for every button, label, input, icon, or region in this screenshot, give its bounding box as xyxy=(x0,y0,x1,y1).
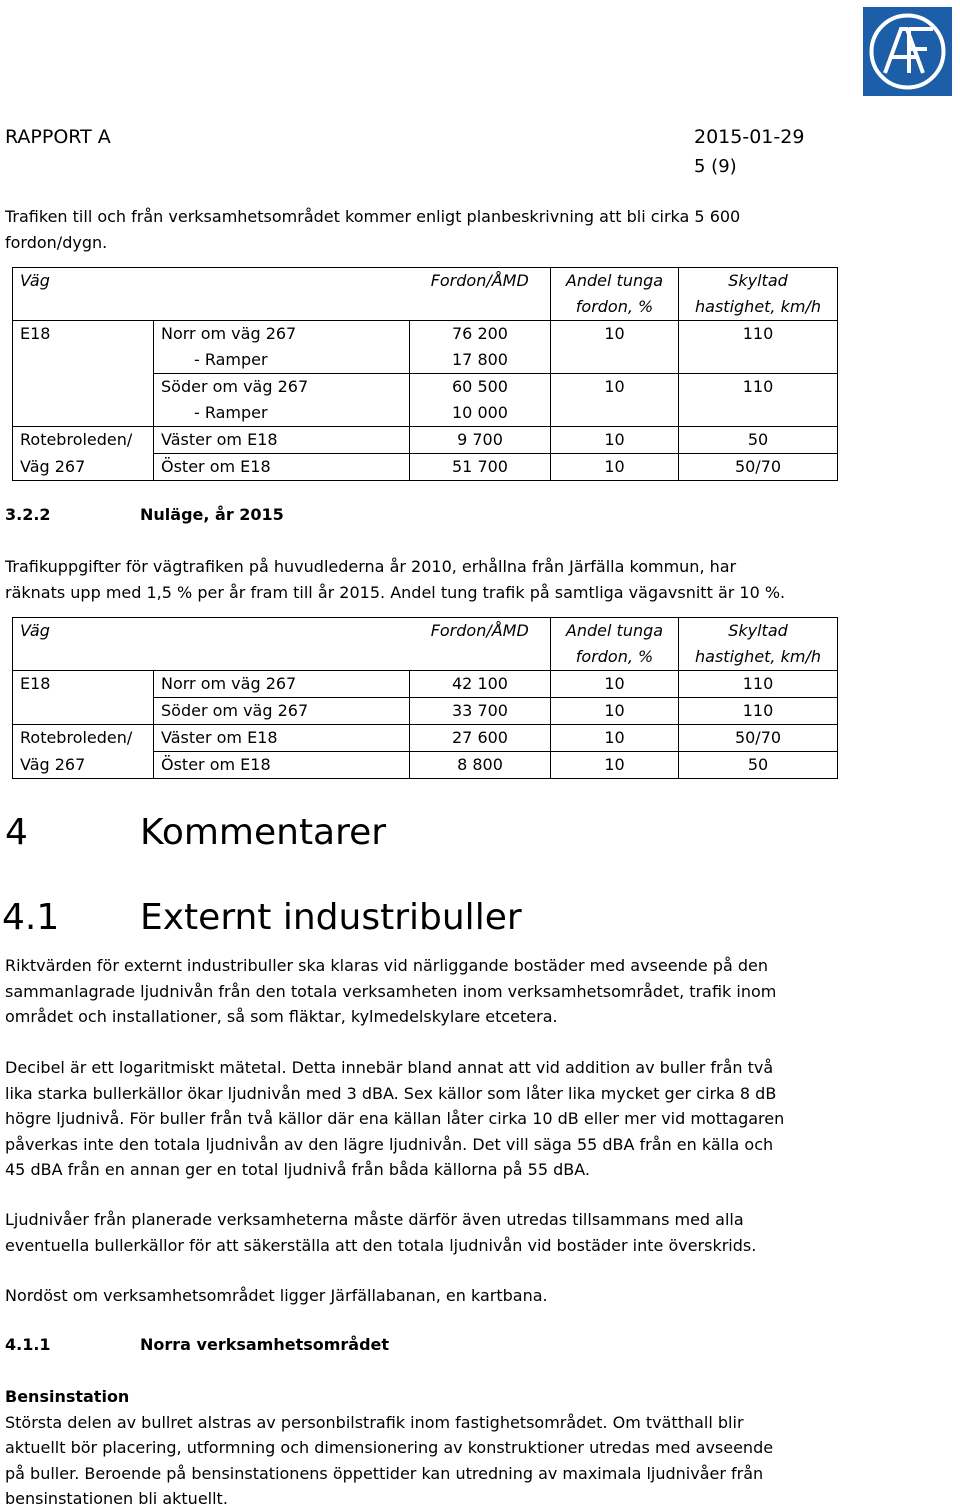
intro-line: fordon/dygn. xyxy=(5,232,108,252)
col-header-skyltad-2: hastighet, km/h xyxy=(679,294,838,321)
table-row xyxy=(13,374,838,401)
table-row xyxy=(13,347,838,374)
paragraph-line: eventuella bullerkällor för att säkerställa att den totala ljudnivån vid bostäder inte överskrids. xyxy=(5,1235,757,1255)
fordon-cell: 9 700 xyxy=(410,427,551,454)
hastighet-cell: 110 xyxy=(679,321,838,348)
hastighet-cell: 110 xyxy=(679,671,838,698)
col-header-andel: Andel tunga xyxy=(551,618,679,645)
paragraph-line: Riktvärden för externt industribuller ska klaras vid närliggande bostäder med avseende på den xyxy=(5,956,768,975)
chapter-number: 4 xyxy=(5,812,28,853)
table-row xyxy=(13,400,838,427)
andel-cell xyxy=(551,347,679,374)
road-cell xyxy=(13,374,154,401)
road-cell: Väg 267 xyxy=(13,454,154,481)
report-date: 2015-01-29 xyxy=(694,126,805,148)
col-header-andel-2: fordon, % xyxy=(551,644,679,671)
fordon-cell: 8 800 xyxy=(410,752,551,779)
hastighet-cell: 50/70 xyxy=(679,725,838,752)
hastighet-cell xyxy=(679,347,838,374)
paragraph-line: räknats upp med 1,5 % per år fram till år 2015. Andel tung trafik på samtliga vägavsnitt är 10 %. xyxy=(5,582,786,602)
hastighet-cell: 110 xyxy=(679,374,838,401)
col-header-skyltad: Skyltad xyxy=(679,268,838,295)
table-row xyxy=(13,698,838,725)
fordon-cell: 42 100 xyxy=(410,671,551,698)
col-header-road: Väg xyxy=(13,268,154,295)
table-row xyxy=(13,725,838,752)
paragraph-line: lika starka bullerkällor ökar ljudnivån med 3 dBA. Sex källor som låter lika mycket ger cirka 8 dB xyxy=(5,1083,777,1103)
section-cell: Väster om E18 xyxy=(154,725,410,752)
fordon-cell: 76 200 xyxy=(410,321,551,348)
section-cell: - Ramper xyxy=(154,347,410,374)
road-cell xyxy=(13,400,154,427)
road-cell: Väg 267 xyxy=(13,752,154,779)
fordon-cell: 27 600 xyxy=(410,725,551,752)
andel-cell: 10 xyxy=(551,321,679,348)
section-cell: Norr om väg 267 xyxy=(154,321,410,348)
paragraph-line: aktuellt bör placering, utformning och dimensionering av konstruktioner utredas med avseende xyxy=(5,1438,774,1457)
section-cell: Söder om väg 267 xyxy=(154,698,410,725)
andel-cell: 10 xyxy=(551,698,679,725)
table-row xyxy=(13,321,838,348)
subsection-number: 4.1.1 xyxy=(5,1335,51,1354)
paragraph-line: högre ljudnivå. För buller från två källor där ena källan låter cirka 10 dB eller mer vid mottagaren xyxy=(5,1109,785,1128)
andel-cell: 10 xyxy=(551,374,679,401)
traffic-table-current xyxy=(12,617,838,779)
page-number: 5 (9) xyxy=(694,156,737,177)
paragraph-line: området och installationer, så som fläktar, kylmedelskylare etcetera. xyxy=(5,1007,558,1026)
andel-cell: 10 xyxy=(551,752,679,779)
table-row xyxy=(13,427,838,454)
fordon-cell: 10 000 xyxy=(410,400,551,427)
table-header-row xyxy=(13,618,838,645)
col-header-skyltad: Skyltad xyxy=(679,618,838,645)
subsection-title: Norra verksamhetsområdet xyxy=(140,1335,390,1354)
paragraph-line: sammanlagrade ljudnivån från den totala verksamheten inom verksamhetsområdet, trafik inom xyxy=(5,981,777,1001)
paragraph-line: påverkas inte den totala ljudnivån av den lägre ljudnivån. Det vill säga 55 dBA från en källa och xyxy=(5,1134,774,1154)
andel-cell xyxy=(551,400,679,427)
fordon-cell: 17 800 xyxy=(410,347,551,374)
report-title: RAPPORT A xyxy=(5,126,111,148)
andel-cell: 10 xyxy=(551,454,679,481)
paragraph-line: Nordöst om verksamhetsområdet ligger Järfällabanan, en kartbana. xyxy=(5,1286,548,1305)
road-cell xyxy=(13,347,154,374)
paragraph-line: 45 dBA från en annan ger en total ljudnivå från båda källorna på 55 dBA. xyxy=(5,1160,590,1179)
section-number: 3.2.2 xyxy=(5,505,51,524)
paragraph-line: Decibel är ett logaritmiskt mätetal. Detta innebär bland annat att vid addition av buller från två xyxy=(5,1058,774,1077)
section-title: Nuläge, år 2015 xyxy=(140,505,284,524)
paragraph-line: bensinstationen bli aktuellt. xyxy=(5,1489,228,1508)
table-row xyxy=(13,752,838,779)
paragraph-line: Ljudnivåer från planerade verksamheterna måste därför även utredas tillsammans med alla xyxy=(5,1210,744,1229)
section-paragraph xyxy=(5,554,885,605)
intro-line: Trafiken till och från verksamhetsområdet kommer enligt planbeskrivning att bli cirka 5 600 xyxy=(5,207,741,226)
section-cell: - Ramper xyxy=(154,400,410,427)
paragraph xyxy=(5,1283,885,1309)
paragraph xyxy=(5,1055,885,1183)
paragraph-line: Största delen av bullret alstras av personbilstrafik inom fastighetsområdet. Om tvätthall blir xyxy=(5,1412,744,1432)
company-logo xyxy=(863,7,952,96)
andel-cell: 10 xyxy=(551,671,679,698)
col-header-blank xyxy=(154,618,410,645)
table-header-row xyxy=(13,294,838,321)
section-cell: Väster om E18 xyxy=(154,427,410,454)
road-cell: E18 xyxy=(13,671,154,698)
section-cell: Öster om E18 xyxy=(154,752,410,779)
section-cell: Söder om väg 267 xyxy=(154,374,410,401)
fordon-cell: 51 700 xyxy=(410,454,551,481)
section-cell: Norr om väg 267 xyxy=(154,671,410,698)
road-cell: Rotebroleden/ xyxy=(13,725,154,752)
paragraph xyxy=(5,1207,885,1258)
paragraph-bensinstation xyxy=(5,1384,885,1512)
intro-paragraph xyxy=(5,204,885,255)
col-header-fordon: Fordon/ÅMD xyxy=(410,618,551,645)
andel-cell: 10 xyxy=(551,725,679,752)
hastighet-cell: 50/70 xyxy=(679,454,838,481)
col-header-andel-2: fordon, % xyxy=(551,294,679,321)
road-cell: Rotebroleden/ xyxy=(13,427,154,454)
paragraph-line: Trafikuppgifter för vägtrafiken på huvudlederna år 2010, erhållna från Järfälla kommun, har xyxy=(5,557,737,576)
table-header-row xyxy=(13,644,838,671)
col-header-fordon: Fordon/ÅMD xyxy=(410,268,551,295)
road-cell: E18 xyxy=(13,321,154,348)
col-header-blank xyxy=(154,268,410,295)
fordon-cell: 60 500 xyxy=(410,374,551,401)
hastighet-cell: 110 xyxy=(679,698,838,725)
paragraph xyxy=(5,953,885,1030)
col-header-skyltad-2: hastighet, km/h xyxy=(679,644,838,671)
col-header-road: Väg xyxy=(13,618,154,645)
traffic-table-planned xyxy=(12,267,838,481)
chapter-title: Kommentarer xyxy=(140,812,387,853)
section-number: 4.1 xyxy=(2,897,60,938)
table-row xyxy=(13,671,838,698)
section-cell: Öster om E18 xyxy=(154,454,410,481)
table-header-row xyxy=(13,268,838,295)
section-title: Externt industribuller xyxy=(140,897,522,938)
col-header-andel: Andel tunga xyxy=(551,268,679,295)
hastighet-cell xyxy=(679,400,838,427)
andel-cell: 10 xyxy=(551,427,679,454)
fordon-cell: 33 700 xyxy=(410,698,551,725)
hastighet-cell: 50 xyxy=(679,752,838,779)
paragraph-line: på buller. Beroende på bensinstationens öppettider kan utredning av maximala ljudnivåer från xyxy=(5,1463,764,1483)
paragraph-heading: Bensinstation xyxy=(5,1387,130,1406)
road-cell xyxy=(13,698,154,725)
table-row xyxy=(13,454,838,481)
hastighet-cell: 50 xyxy=(679,427,838,454)
